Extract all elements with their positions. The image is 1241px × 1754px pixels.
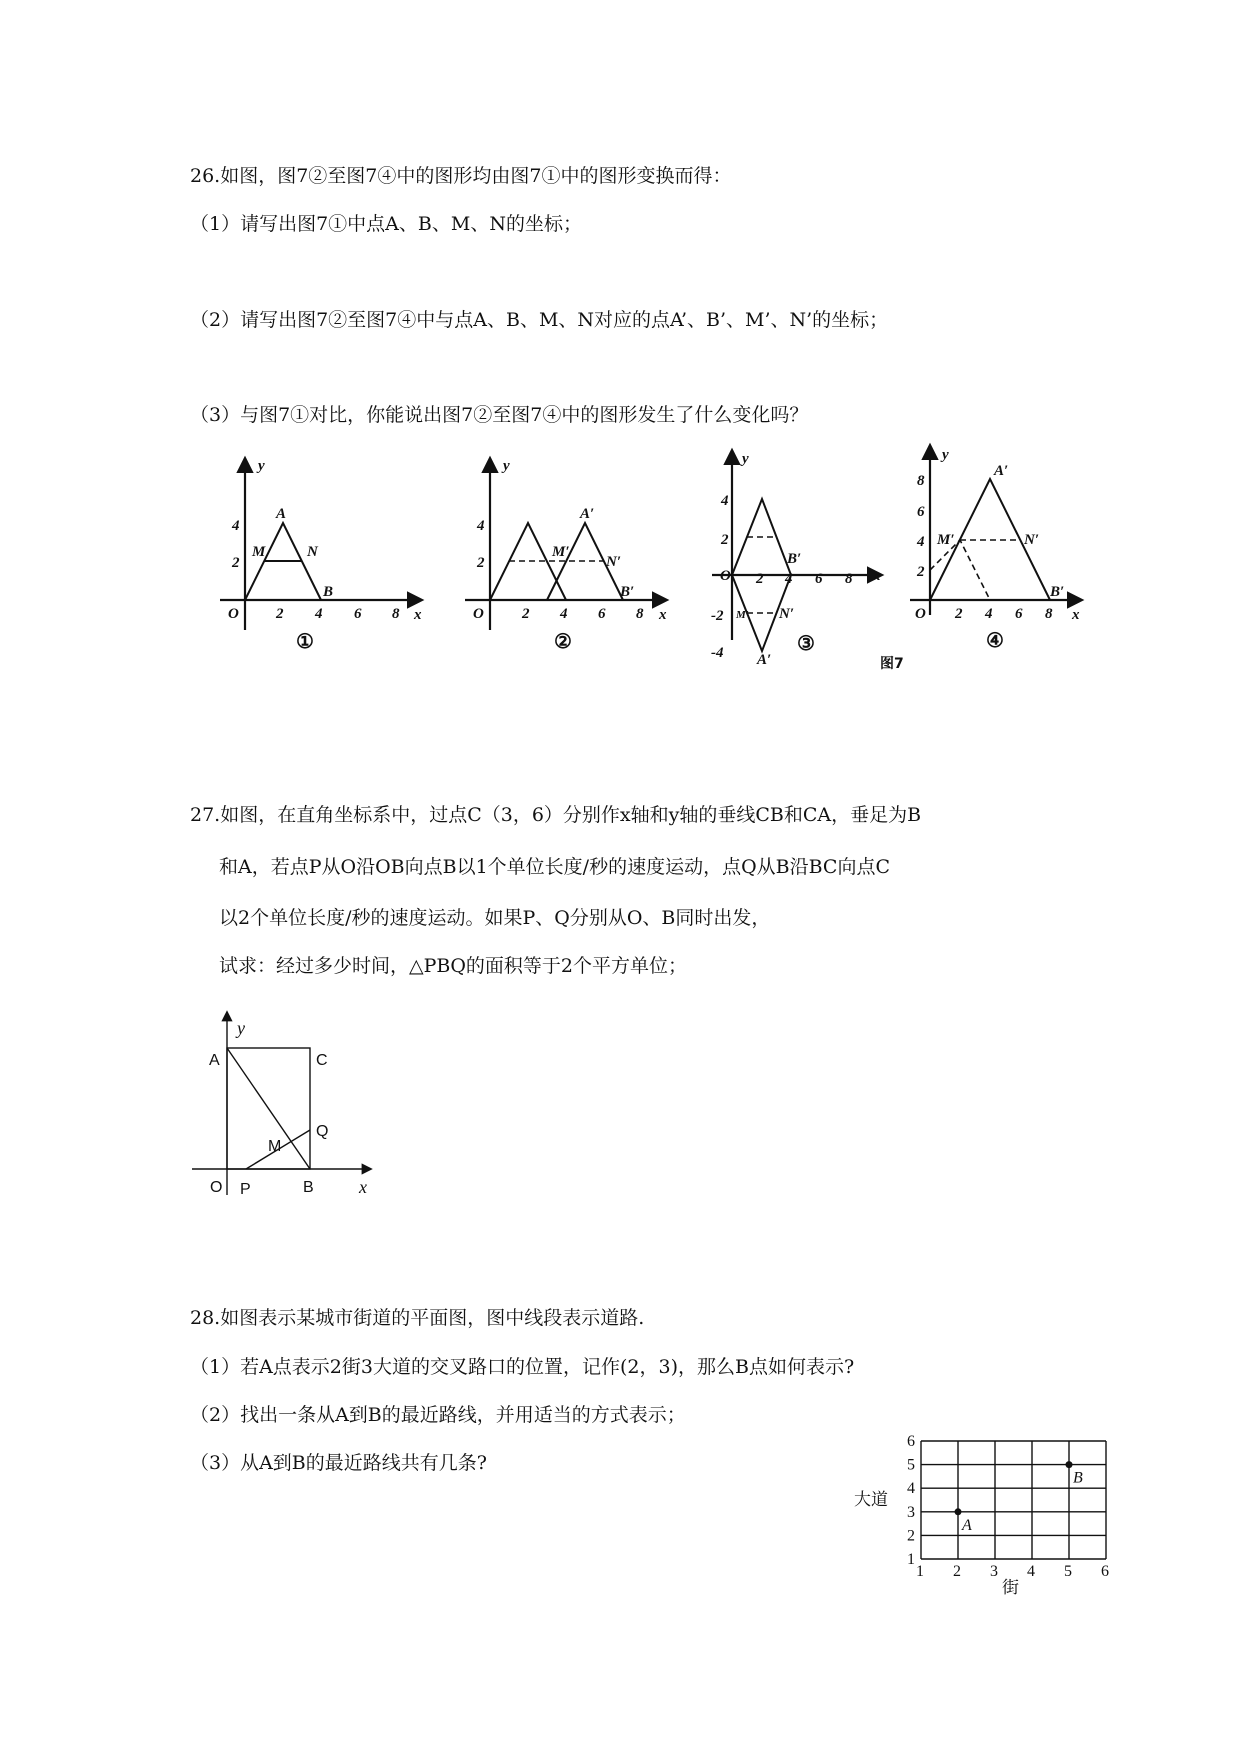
- point-a-label: A′: [580, 506, 595, 522]
- svg-text:6: 6: [815, 571, 823, 587]
- origin-label: O: [473, 606, 484, 622]
- q26-stem: 26.如图，图7②至图7④中的图形均由图7①中的图形变换而得：: [190, 165, 732, 187]
- q26-part2: （2）请写出图7②至图7④中与点A、B、M、N对应的点A’、B’、M’、N’的坐标；: [190, 309, 889, 331]
- q27-line3: 以2个单位长度/秒的速度运动。如果P、Q分别从O、B同时出发，: [219, 907, 771, 929]
- point-b-label: B: [1073, 1469, 1083, 1487]
- street-title: 街: [1002, 1578, 1019, 1597]
- svg-text:8: 8: [1045, 606, 1053, 622]
- svg-text:8: 8: [392, 606, 400, 622]
- label-p: P: [240, 1181, 251, 1198]
- y-axis-label: y: [258, 458, 265, 474]
- point-m-label: M′: [736, 609, 749, 621]
- svg-text:2: 2: [522, 606, 530, 622]
- svg-text:8: 8: [845, 571, 853, 587]
- q27-line4: 试求：经过多少时间，△PBQ的面积等于2个平方单位；: [219, 955, 688, 977]
- label-a: A: [209, 1052, 220, 1069]
- fig7-panel-4: [910, 447, 1080, 652]
- avenue-tick-label: 3: [907, 1503, 915, 1521]
- label-b: B: [303, 1179, 314, 1196]
- svg-text:2: 2: [955, 606, 963, 622]
- svg-text:8: 8: [636, 606, 644, 622]
- origin-label: O: [915, 606, 926, 622]
- fig7-panel-1: [220, 458, 422, 653]
- svg-text:2: 2: [756, 571, 764, 587]
- panel-number: ②: [554, 631, 572, 653]
- q26-part1: （1）请写出图7①中点A、B、M、N的坐标；: [190, 213, 582, 235]
- q27-line1: 27.如图，在直角坐标系中，过点C（3，6）分别作x轴和y轴的垂线CB和CA，垂足为B: [190, 804, 922, 826]
- svg-text:4: 4: [917, 534, 925, 550]
- svg-text:2: 2: [276, 606, 284, 622]
- avenue-title: 大道: [854, 1490, 888, 1509]
- point-n-label: N′: [1024, 532, 1040, 548]
- point-n-label: N′: [606, 554, 622, 570]
- street-tick-label: 6: [1101, 1563, 1109, 1580]
- svg-text:4: 4: [721, 493, 729, 509]
- point-a-marker: [955, 1508, 962, 1515]
- label-q: Q: [316, 1123, 329, 1140]
- x-axis-label: x: [414, 607, 422, 623]
- svg-text:2: 2: [232, 555, 240, 571]
- origin-label: O: [228, 606, 239, 622]
- svg-text:6: 6: [917, 504, 925, 520]
- svg-text:6: 6: [1015, 606, 1023, 622]
- panel-number: ③: [797, 633, 815, 655]
- svg-text:2: 2: [721, 532, 729, 548]
- label-c: C: [316, 1052, 328, 1069]
- q28-part1: （1）若A点表示2街3大道的交叉路口的位置，记作(2，3)，那么B点如何表示?: [190, 1356, 855, 1378]
- svg-text:-2: -2: [711, 608, 724, 624]
- y-axis-label: y: [742, 451, 749, 467]
- avenue-tick-label: 4: [907, 1480, 915, 1498]
- point-b-label: B′: [1050, 584, 1065, 600]
- y-axis-label: y: [942, 447, 949, 463]
- label-o: O: [210, 1179, 223, 1196]
- panel-number: ①: [296, 631, 314, 653]
- q28-part3: （3）从A到B的最近路线共有几条?: [190, 1452, 487, 1474]
- svg-text:-4: -4: [711, 645, 724, 661]
- fig7-panel-3: [711, 451, 881, 668]
- svg-text:4: 4: [232, 518, 240, 534]
- svg-text:4: 4: [315, 606, 323, 622]
- figure-caption: 图7: [880, 656, 904, 672]
- point-b-label: B′: [787, 551, 802, 567]
- street-tick-label: 5: [1064, 1563, 1072, 1580]
- street-tick-label: 2: [953, 1563, 961, 1580]
- street-tick-label: 1: [916, 1563, 924, 1580]
- point-a-label: A: [276, 506, 287, 522]
- point-b-label: B: [323, 584, 334, 600]
- svg-text:4: 4: [477, 518, 485, 534]
- point-m-label: M′: [937, 532, 955, 548]
- point-a-label: A: [962, 1516, 972, 1534]
- point-m-label: M: [252, 544, 266, 560]
- y-axis-label: y: [237, 1018, 245, 1038]
- point-b-label: B′: [620, 584, 635, 600]
- svg-text:4: 4: [985, 606, 993, 622]
- point-n-label: N: [307, 544, 318, 560]
- q28-stem: 28.如图表示某城市街道的平面图，图中线段表示道路.: [190, 1307, 645, 1329]
- q28-part2: （2）找出一条从A到B的最近路线，并用适当的方式表示；: [190, 1404, 686, 1426]
- label-m: M: [268, 1138, 282, 1155]
- origin-label: O: [720, 568, 731, 584]
- svg-text:6: 6: [354, 606, 362, 622]
- point-n-label: N′: [779, 606, 795, 622]
- svg-text:2: 2: [917, 564, 925, 580]
- svg-text:8: 8: [917, 473, 925, 489]
- svg-text:4: 4: [785, 571, 793, 587]
- point-b-marker: [1066, 1461, 1073, 1468]
- point-a-label: A′: [757, 652, 772, 668]
- fig7-panel-2: [465, 458, 667, 653]
- avenue-tick-label: 6: [907, 1433, 915, 1450]
- x-axis-label: x: [359, 1177, 367, 1197]
- x-axis-label: x: [1072, 607, 1080, 623]
- svg-text:2: 2: [477, 555, 485, 571]
- y-axis-label: y: [503, 458, 510, 474]
- street-tick-label: 3: [990, 1563, 998, 1580]
- x-axis-label: x: [659, 607, 667, 623]
- point-m-label: M′: [552, 544, 570, 560]
- x-axis-label: x: [873, 568, 881, 584]
- avenue-tick-label: 2: [907, 1527, 915, 1545]
- svg-text:6: 6: [598, 606, 606, 622]
- q27-line2: 和A，若点P从O沿OB向点B以1个单位长度/秒的速度运动，点Q从B沿BC向点C: [219, 856, 891, 878]
- q26-part3: （3）与图7①对比，你能说出图7②至图7④中的图形发生了什么变化吗？: [190, 404, 809, 426]
- avenue-tick-label: 1: [907, 1551, 915, 1568]
- avenue-tick-label: 5: [907, 1456, 915, 1474]
- svg-text:4: 4: [560, 606, 568, 622]
- panel-number: ④: [986, 630, 1004, 652]
- point-a-label: A′: [994, 463, 1009, 479]
- street-tick-label: 4: [1027, 1563, 1035, 1580]
